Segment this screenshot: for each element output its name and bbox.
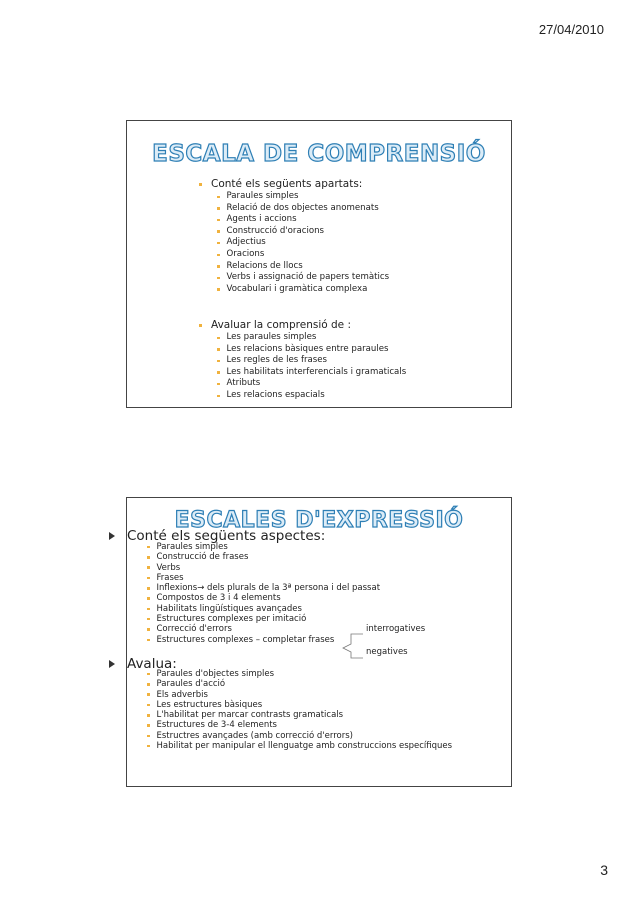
list-item-text: Construcció de frases (156, 552, 249, 563)
list-item (147, 741, 452, 751)
sub-list (217, 191, 389, 295)
list-item-text: Adjectius (226, 237, 266, 248)
section-heading-text: Avaluar la comprensió de : (211, 319, 352, 331)
list-item-text: Paraules d'acció (156, 679, 226, 690)
slide-comprehension (126, 120, 512, 408)
list-item-text: Habilitat per manipular el llenguatge amb construccions específiques (156, 741, 453, 752)
list-item-text: Relacions de llocs (226, 260, 303, 271)
list-item (217, 203, 389, 215)
list-item-text: Estructures complexes – completar frases (156, 634, 335, 645)
list-item (217, 249, 389, 261)
list-item-text: Verbs i assignació de papers temàtics (226, 272, 390, 283)
slide-expression (126, 497, 512, 787)
list-item-text: Estructures de 3-4 elements (156, 720, 277, 731)
list-item-text: Construcció d'oracions (226, 225, 325, 236)
list-item-text: Verbs (156, 562, 181, 573)
list-item (147, 710, 452, 720)
sub-list (217, 332, 406, 402)
header-date: 27/04/2010 (538, 22, 604, 37)
bullet-icon (147, 704, 150, 707)
list-item (217, 355, 406, 367)
bullet-icon (217, 254, 220, 257)
bullet-icon (217, 383, 220, 386)
list-item (147, 720, 452, 730)
list-item (147, 690, 452, 700)
bullet-icon (217, 265, 220, 268)
list-item (217, 214, 389, 226)
slide-title: ESCALA DE COMPRENSIÓ (152, 141, 486, 167)
list-item-text: L'habilitat per marcar contrasts gramaticals (156, 710, 344, 721)
section-heading (199, 319, 351, 331)
bullet-icon (147, 714, 150, 717)
list-item-text: Estructures complexes per imitació (156, 614, 307, 625)
bullet-icon (217, 196, 220, 199)
list-item (217, 367, 406, 379)
list-item-text: Paraules simples (156, 542, 228, 552)
list-item (147, 679, 452, 689)
section-heading-text: Avalua: (127, 656, 177, 672)
bullet-icon (147, 735, 150, 738)
list-item (217, 191, 389, 203)
list-item-text: Inflexions→ dels plurals de la 3ª persona i del passat (156, 583, 381, 594)
list-item (217, 226, 389, 238)
list-item (217, 284, 389, 296)
list-item-text: Les paraules simples (226, 332, 317, 342)
bullet-icon (199, 183, 202, 186)
list-item (217, 378, 406, 390)
list-item (147, 669, 452, 679)
list-item-text: Agents i accions (226, 214, 297, 225)
list-item-text: Frases (156, 572, 184, 583)
section-heading (199, 178, 362, 190)
page-number: 3 (600, 862, 608, 878)
bullet-icon (147, 724, 150, 727)
list-item-text: Els adverbis (156, 689, 208, 700)
bullet-icon (147, 693, 150, 696)
list-item (217, 272, 389, 284)
triangle-bullet-icon (109, 532, 115, 540)
bullet-icon (217, 207, 220, 210)
list-item (217, 237, 389, 249)
list-item-text: Habilitats lingüístiques avançades (156, 603, 302, 614)
sub-list (147, 669, 452, 751)
list-item-text: Vocabulari i gramàtica complexa (226, 283, 368, 294)
list-item-text: Relació de dos objectes anomenats (226, 202, 379, 213)
list-item (217, 261, 389, 273)
bullet-icon (217, 395, 220, 398)
list-item-text: Les relacions espacials (226, 389, 325, 400)
list-item-text: Paraules d'objectes simples (156, 669, 275, 679)
brace-label-interrogatives: interrogatives (366, 624, 426, 634)
list-item-text: Les relacions bàsiques entre paraules (226, 343, 389, 354)
bullet-icon (217, 219, 220, 222)
bullet-icon (217, 337, 220, 340)
bullet-icon (217, 360, 220, 363)
list-item (147, 700, 452, 710)
bullet-icon (217, 371, 220, 374)
list-item-text: Correcció d'errors (156, 624, 232, 635)
list-item-text: Atributs (226, 378, 261, 389)
brace-label-negatives: negatives (366, 647, 408, 657)
slide-title: ESCALES D'EXPRESSIÓ (174, 508, 464, 533)
list-item (147, 731, 452, 741)
list-item-text: Les regles de les frases (226, 355, 328, 366)
bullet-icon (217, 348, 220, 351)
bullet-icon (147, 673, 150, 676)
list-item-text: Estructres avançades (amb correcció d'errors) (156, 730, 353, 741)
list-item (217, 332, 406, 344)
section-heading-text: Conté els següents aspectes: (127, 528, 326, 544)
list-item-text: Oracions (226, 248, 265, 259)
list-item-text: Paraules simples (226, 191, 299, 201)
bullet-icon (217, 277, 220, 280)
bullet-icon (217, 230, 220, 233)
bullet-icon (217, 288, 220, 291)
bullet-icon (199, 324, 202, 327)
list-item (217, 390, 406, 402)
list-item-text: Compostos de 3 i 4 elements (156, 593, 281, 604)
bullet-icon (147, 683, 150, 686)
list-item-text: Les estructures bàsiques (156, 699, 263, 710)
triangle-bullet-icon (109, 660, 115, 668)
list-item-text: Les habilitats interferencials i gramaticals (226, 366, 407, 377)
section-heading-text: Conté els següents apartats: (211, 178, 363, 190)
bullet-icon (217, 242, 220, 245)
list-item (217, 344, 406, 356)
bullet-icon (147, 745, 150, 748)
